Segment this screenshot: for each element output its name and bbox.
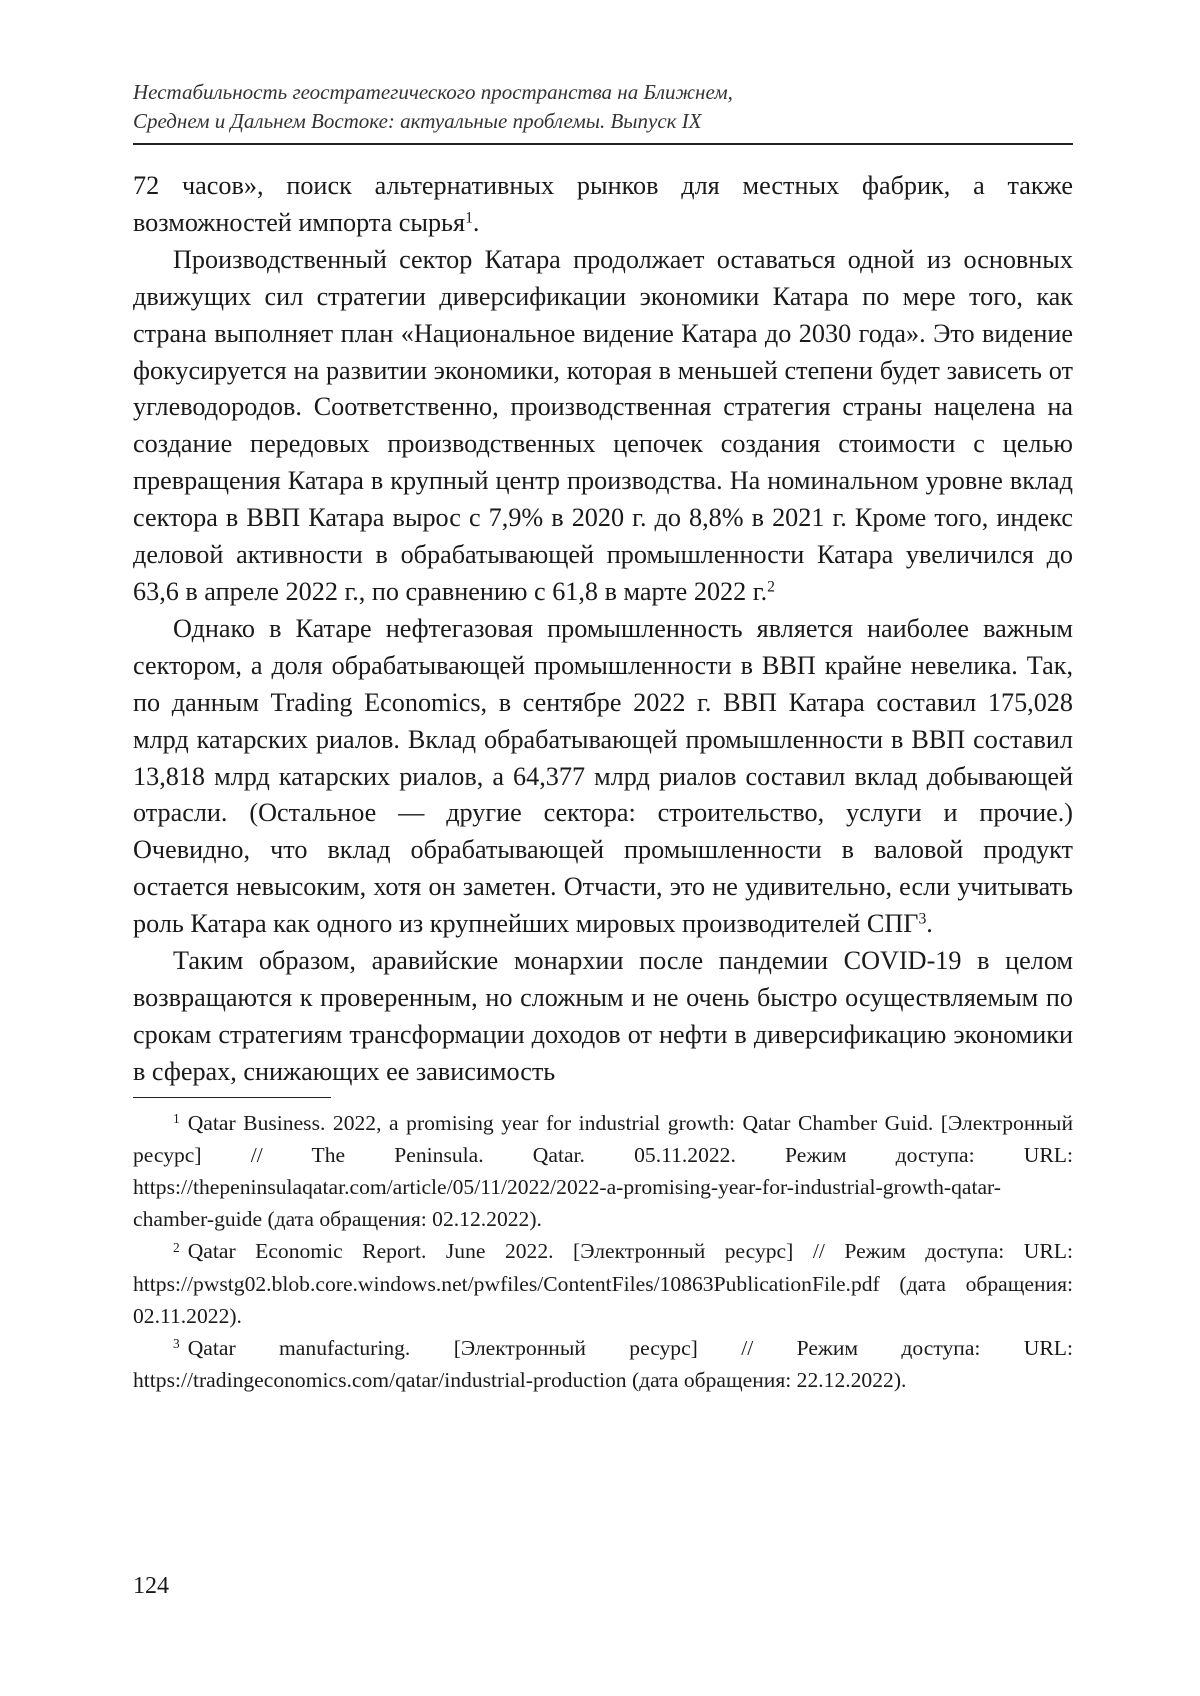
page-number: 124: [133, 1573, 169, 1599]
footnote-2-number: 2: [173, 1239, 180, 1255]
paragraph-4-text: Таким образом, аравийские монархии после пандемии COVID-19 в целом возвращаются к проверенным, но сложным и не очень быстро осуществляемым по срокам стратегиям трансформации доходов от нефти в диверсификацию экономики в сферах, снижающих ее зависимость: [133, 946, 1073, 1086]
paragraph-3: [133, 611, 1073, 943]
footnote-ref-1: 1: [465, 209, 473, 227]
paragraph-2: [133, 242, 1073, 611]
footnote-1-text: Qatar Business. 2022, a promising year for industrial growth: Qatar Chamber Guid. [Электронный ресурс] // The Peninsula. Qatar. 05.11.2022. Режим доступа: URL: https://thepeninsulaqatar.com/article/05/11/2022/2022-a-promising-year-for-industrial-growth-qatar-chamber-guide (дата обращения: 02.12.2022).: [133, 1110, 1073, 1232]
footnote-ref-2: 2: [767, 578, 775, 596]
paragraph-3-text: Однако в Катаре нефтегазовая промышленность является наиболее важным сектором, а доля обрабатывающей промышленности в ВВП крайне невелика. Так, по данным Trading Economics, в сентябре 2022 г. ВВП Катара составил 175,028 млрд катарских риалов. Вклад обрабатывающей промышленности в ВВП составил 13,818 млрд катарских риалов, а 64,377 млрд риалов составил вклад добывающей отрасли. (Остальное — другие сектора: строительство, услуги и прочие.) Очевидно, что вклад обрабатывающей промышленности в валовой продукт остается невысоким, хотя он заметен. Отчасти, это не удивительно, если учитывать роль Катара как одного из крупнейших мировых производителей СПГ: [133, 613, 1073, 939]
paragraph-1-end: .: [472, 207, 480, 237]
paragraph-1: [133, 168, 1073, 242]
body-text: [133, 168, 1073, 1091]
paragraph-4: [133, 943, 1073, 1091]
footnote-2-text: Qatar Economic Report. June 2022. [Электронный ресурс] // Режим доступа: URL: https://pwstg02.blob.core.windows.net/pwfiles/ContentFiles/10863PublicationFile.pdf (дата обращения: 02.11.2022).: [133, 1239, 1073, 1328]
paragraph-2-text: Производственный сектор Катара продолжает оставаться одной из основных движущих сил стратегии диверсификации экономики Катара по мере того, как страна выполняет план «Национальное видение Катара до 2030 года». Это видение фокусируется на развитии экономики, которая в меньшей степени будет зависеть от углеводородов. Соответственно, производственная стратегия страны нацелена на создание передовых производственных цепочек создания стоимости с целью превращения Катара в крупный центр производства. На номинальном уровне вклад сектора в ВВП Катара вырос с 7,9% в 2020 г. до 8,8% в 2021 г. Кроме того, индекс деловой активности в обрабатывающей промышленности Катара увеличился до 63,6 в апреле 2022 г., по сравнению с 61,8 в марте 2022 г.: [133, 244, 1073, 606]
footnote-3: [133, 1332, 1073, 1396]
paragraph-1-text: 72 часов», поиск альтернативных рынков для местных фабрик, а также возможностей импорта сырья: [133, 171, 1073, 237]
page: [133, 78, 1073, 1396]
footnote-2: [133, 1235, 1073, 1332]
footnote-3-number: 3: [173, 1336, 180, 1352]
running-header-line-1: Нестабильность геостратегического пространства на Ближнем,: [133, 80, 733, 104]
footnote-ref-3: 3: [918, 910, 927, 928]
running-header: [133, 78, 1073, 145]
footnotes: [133, 1107, 1073, 1397]
paragraph-3-end: .: [926, 909, 933, 939]
footnote-1-number: 1: [173, 1110, 180, 1126]
running-header-line-2: Среднем и Дальнем Востоке: актуальные проблемы. Выпуск IX: [133, 109, 702, 133]
footnote-separator: [133, 1097, 331, 1098]
footnote-3-text: Qatar manufacturing. [Электронный ресурс] // Режим доступа: URL: https://tradingeconomics.com/qatar/industrial-production (дата обращения: 22.12.2022).: [133, 1336, 1073, 1393]
footnote-1: [133, 1107, 1073, 1236]
